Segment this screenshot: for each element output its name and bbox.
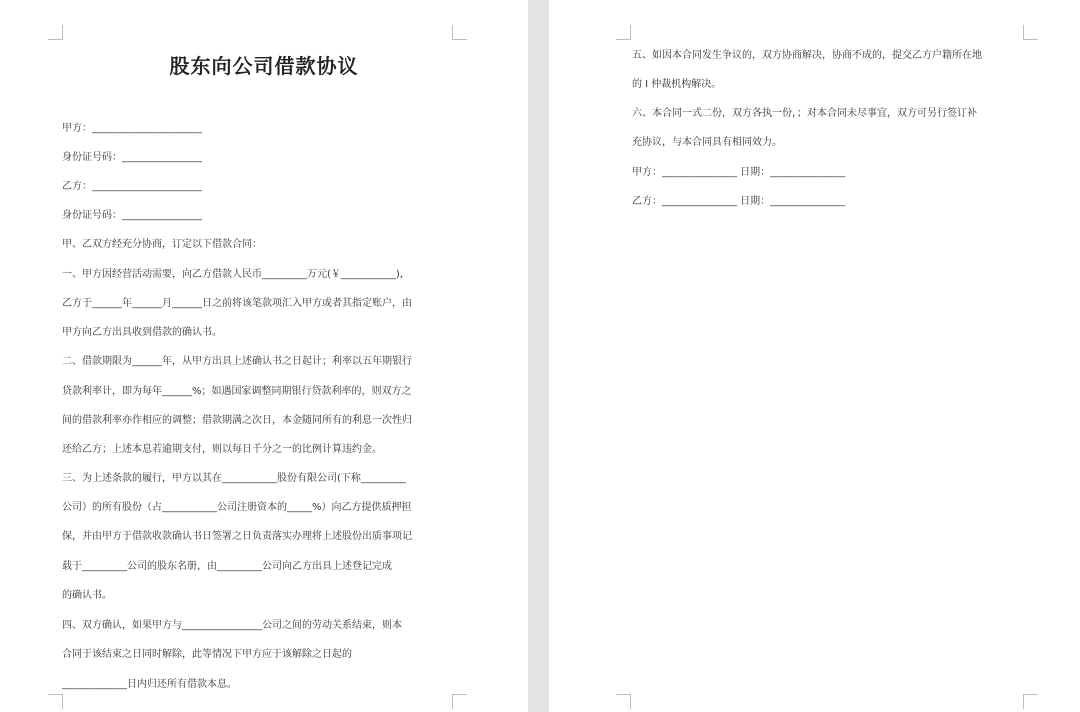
- clause-1-line-2: 乙方于______年______月______日之前将该笔款项汇入甲方或者其指定账户，由: [62, 298, 412, 309]
- crop-mark-bottom-left: [48, 694, 63, 709]
- crop-mark-bottom-left: [616, 694, 631, 709]
- party-b-id-line: 身份证号码：________________: [62, 210, 202, 221]
- crop-mark-bottom-right: [1023, 694, 1038, 709]
- document-page-1: [0, 0, 528, 712]
- clause-4-line-2: 合同于该结束之日同时解除，此等情况下甲方应于该解除之日起的: [62, 649, 352, 660]
- clause-2-line-4: 还给乙方；上述本息若逾期支付，则以每日千分之一的比例计算违约金。: [62, 444, 382, 455]
- page-gap: [528, 0, 549, 712]
- document-page-2: [549, 0, 1080, 712]
- party-a-id-line: 身份证号码：________________: [62, 152, 202, 163]
- preamble-line: 甲、乙双方经充分协商，订定以下借款合同：: [62, 239, 262, 250]
- clause-5-line-1: 五、如因本合同发生争议的，双方协商解决，协商不成的，提交乙方户籍所在地: [632, 50, 982, 61]
- crop-mark-top-right: [452, 25, 467, 40]
- clause-2-line-3: 间的借款利率亦作相应的调整；借款期满之次日，本金随同所有的利息一次性归: [62, 415, 412, 426]
- clause-3-line-1: 三、为上述条款的履行，甲方以其在___________股份有限公司(下称_________: [62, 473, 406, 484]
- clause-3-line-2: 公司）的所有股份（占___________公司注册资本的_____%）向乙方提供质押担: [62, 502, 412, 513]
- clause-3-line-4: 载于_________公司的股东名册，由_________公司向乙方出具上述登记完成: [62, 561, 392, 572]
- clause-1-line-1: 一、甲方因经营活动需要，向乙方借款人民币_________万元(￥___________)，: [62, 269, 410, 280]
- clause-6-line-2: 充协议，与本合同具有相同效力。: [632, 137, 782, 148]
- signature-party-a-line: 甲方：_______________ 日期：_______________: [632, 167, 846, 178]
- clause-3-line-3: 保，并由甲方于借款收款确认书日签署之日负责落实办理将上述股份出质事项记: [62, 531, 412, 542]
- document-title: 股东向公司借款协议: [169, 54, 359, 78]
- crop-mark-top-left: [48, 25, 63, 40]
- party-a-line: 甲方：______________________: [62, 123, 202, 134]
- clause-1-line-3: 甲方向乙方出具收到借款的确认书。: [62, 327, 222, 338]
- party-b-line: 乙方：______________________: [62, 181, 202, 192]
- clause-3-line-5: 的确认书。: [62, 590, 112, 601]
- clause-2-line-2: 贷款利率计，即为每年______%；如遇国家调整同期银行贷款利率的，则双方之: [62, 386, 412, 397]
- crop-mark-bottom-right: [452, 694, 467, 709]
- clause-2-line-1: 二、借款期限为______年，从甲方出具上述确认书之日起计；利率以五年期银行: [62, 356, 412, 367]
- crop-mark-top-right: [1023, 25, 1038, 40]
- clause-5-line-2: 的 I 仲裁机构解决。: [632, 79, 722, 90]
- clause-6-line-1: 六、本合同一式二份，双方各执一份，；对本合同未尽事宜，双方可另行签订补: [632, 108, 977, 119]
- clause-4-line-1: 四、双方确认，如果甲方与________________公司之间的劳动关系结束，则本: [62, 620, 402, 631]
- signature-party-b-line: 乙方：_______________ 日期：_______________: [632, 196, 846, 207]
- crop-mark-top-left: [616, 25, 631, 40]
- clause-4-line-3: _____________日内归还所有借款本息。: [62, 679, 237, 690]
